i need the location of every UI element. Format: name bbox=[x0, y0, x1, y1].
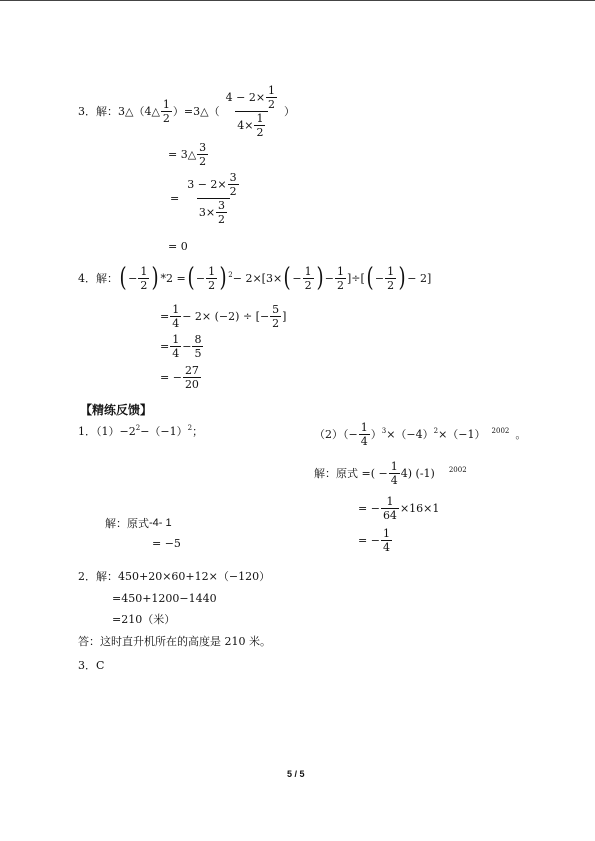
right-paren: ) bbox=[316, 263, 324, 293]
den-text: 3× bbox=[198, 206, 216, 219]
minus-sign: − bbox=[292, 271, 302, 285]
q1-right-sol-line1 bbox=[314, 461, 467, 486]
denominator: 4 bbox=[382, 541, 390, 554]
p4-label: 4．解： bbox=[78, 271, 118, 285]
q1-left-mid: −（−1） bbox=[140, 425, 188, 438]
sol-paren: ( − bbox=[370, 467, 388, 480]
sol-label: 解：原式 = bbox=[314, 467, 371, 480]
q1-left-text: 1．（1）−2 bbox=[78, 425, 136, 438]
exponent: 2002 bbox=[448, 466, 467, 474]
minus-sign: − bbox=[128, 271, 138, 285]
section-title: 【精练反馈】 bbox=[80, 403, 153, 417]
den-text: 4× bbox=[237, 119, 254, 132]
inner-fraction bbox=[254, 113, 265, 138]
denominator: 4 bbox=[360, 435, 368, 448]
eq: = bbox=[160, 340, 170, 353]
exponent: 2 bbox=[135, 424, 141, 432]
q2-line3: =210（米） bbox=[112, 613, 176, 626]
denominator bbox=[197, 198, 230, 225]
p4-line3 bbox=[160, 334, 204, 359]
half-fraction bbox=[206, 266, 217, 291]
exponent: 2 bbox=[187, 424, 193, 432]
fraction bbox=[170, 304, 181, 329]
half-fraction bbox=[385, 266, 396, 291]
numerator: 1 bbox=[256, 112, 264, 125]
numerator bbox=[185, 172, 241, 198]
p3-close-eq: ）=3△（ bbox=[172, 105, 220, 118]
p4-l1-e: − 2] bbox=[407, 271, 432, 285]
inner-fraction bbox=[228, 172, 239, 197]
p3-s3-eq: = bbox=[170, 192, 180, 205]
sol-rest: 4) (-1) bbox=[400, 467, 435, 480]
numerator: 1 bbox=[387, 264, 395, 278]
numerator: 1 bbox=[360, 421, 368, 434]
denominator: 2 bbox=[256, 126, 264, 139]
num-text: 4 − 2× bbox=[225, 91, 266, 104]
left-paren: ( bbox=[119, 263, 127, 293]
denominator: 2 bbox=[387, 278, 395, 292]
numerator: 1 bbox=[140, 264, 148, 278]
denominator: 4 bbox=[390, 474, 398, 487]
p3-line1 bbox=[78, 85, 295, 138]
numerator: 1 bbox=[208, 264, 216, 278]
denominator: 20 bbox=[184, 378, 199, 391]
minus-sign: − bbox=[195, 271, 206, 285]
eq-minus: = − bbox=[160, 371, 182, 384]
sol-r2-b: ×16×1 bbox=[399, 502, 440, 515]
q1-left-sol-line1 bbox=[105, 518, 172, 529]
denominator: 2 bbox=[218, 213, 226, 226]
left-paren: ( bbox=[283, 263, 291, 293]
denominator bbox=[235, 111, 268, 138]
eq-minus: = − bbox=[358, 502, 380, 515]
numerator: 1 bbox=[162, 98, 170, 111]
numerator: 1 bbox=[304, 264, 312, 278]
numerator: 1 bbox=[382, 527, 390, 540]
numerator: 1 bbox=[336, 264, 344, 278]
q1-right-sol-line3 bbox=[358, 528, 393, 553]
fraction bbox=[170, 334, 181, 359]
p4-l1-d: ]÷[ bbox=[346, 271, 365, 285]
right-paren: ) bbox=[398, 263, 406, 293]
page-number: 5 / 5 bbox=[287, 769, 305, 779]
p3-label: 3．解：3△（4△ bbox=[78, 105, 160, 118]
p3-line4: = 0 bbox=[168, 240, 188, 253]
q2-answer: 答：这时直升机所在的高度是 210 米。 bbox=[78, 635, 271, 648]
q3-answer: 3．C bbox=[78, 659, 105, 672]
inner-fraction bbox=[216, 200, 227, 225]
inner-fraction bbox=[266, 85, 277, 110]
numerator bbox=[224, 85, 280, 111]
q1-left bbox=[78, 426, 203, 437]
q1-left-sol-line2: = −5 bbox=[152, 537, 181, 550]
q2-line2: =450+1200−1440 bbox=[112, 592, 217, 605]
num-text: 3 − 2× bbox=[187, 178, 227, 191]
star-op: *2 = bbox=[160, 271, 186, 285]
p3-close: ） bbox=[284, 105, 296, 118]
q1-right-c: ×（−4） bbox=[386, 428, 434, 441]
minus-sign: − bbox=[374, 271, 385, 285]
p3-complex-fraction bbox=[224, 85, 280, 138]
eq: = bbox=[160, 310, 170, 323]
eq-minus: = − bbox=[358, 534, 380, 547]
numerator: 27 bbox=[184, 364, 199, 377]
p3-half-fraction bbox=[161, 99, 172, 124]
right-paren: ) bbox=[151, 263, 160, 293]
numerator: 1 bbox=[172, 333, 180, 346]
q1-right-a: （2）（− bbox=[314, 428, 358, 441]
right-paren: ) bbox=[219, 263, 227, 293]
sol-label: 解：原式 bbox=[105, 517, 149, 530]
q1-left-end: ； bbox=[192, 425, 204, 438]
page-top-border bbox=[0, 0, 595, 1]
p3-line2 bbox=[168, 142, 209, 167]
q1-right-b: ） bbox=[370, 428, 382, 441]
denominator: 5 bbox=[194, 347, 202, 360]
q1-right-sol-line2 bbox=[358, 496, 439, 521]
exponent: 3 bbox=[381, 427, 387, 435]
numerator: 5 bbox=[272, 303, 280, 316]
p4-l1-b: − 2×[3× bbox=[232, 271, 283, 285]
left-paren: ( bbox=[366, 263, 374, 293]
numerator: 1 bbox=[172, 303, 180, 316]
p3-s2-pre: = 3△ bbox=[168, 148, 197, 161]
p3-s3-complex-fraction bbox=[185, 172, 241, 225]
p4-l1-c: − bbox=[324, 271, 334, 285]
left-paren: ( bbox=[187, 263, 195, 293]
half-fraction bbox=[303, 266, 314, 291]
p4-line2 bbox=[160, 304, 286, 329]
q2-line1: 2．解：450+20×60+12×（−120） bbox=[78, 570, 271, 583]
exponent: 2002 bbox=[491, 427, 510, 435]
p4-l2-b: − 2× (−2) ÷ [− bbox=[182, 310, 270, 323]
square-exponent: 2 bbox=[228, 270, 233, 279]
denominator: 2 bbox=[272, 317, 280, 330]
q1-right bbox=[314, 422, 526, 447]
half-fraction bbox=[138, 266, 149, 291]
numerator: 3 bbox=[199, 141, 207, 154]
fraction bbox=[381, 528, 392, 553]
q1-right-d: ×（−1） bbox=[438, 428, 486, 441]
q1-right-e: 。 bbox=[515, 428, 527, 441]
denominator: 64 bbox=[382, 509, 397, 522]
denominator: 4 bbox=[172, 317, 180, 330]
denominator: 2 bbox=[208, 278, 216, 292]
fraction bbox=[381, 496, 399, 521]
p3-s2-fraction bbox=[197, 142, 208, 167]
p4-line1 bbox=[78, 265, 431, 291]
sol-garbled: -4- 1 bbox=[149, 517, 172, 529]
numerator: 3 bbox=[218, 199, 226, 212]
denominator: 2 bbox=[304, 278, 312, 292]
minus: − bbox=[182, 340, 192, 353]
numerator: 1 bbox=[390, 460, 398, 473]
numerator: 1 bbox=[386, 495, 394, 508]
fraction bbox=[270, 304, 281, 329]
denominator: 2 bbox=[268, 98, 276, 111]
p3-line3 bbox=[170, 172, 243, 225]
denominator: 2 bbox=[140, 278, 148, 292]
fraction bbox=[389, 461, 400, 486]
p4-l2-c: ] bbox=[282, 310, 287, 323]
denominator: 2 bbox=[199, 155, 207, 168]
denominator: 2 bbox=[229, 185, 237, 198]
fraction bbox=[359, 422, 370, 447]
numerator: 3 bbox=[229, 171, 237, 184]
denominator: 2 bbox=[336, 278, 344, 292]
denominator: 2 bbox=[162, 112, 170, 125]
half-fraction bbox=[335, 266, 346, 291]
p4-line4 bbox=[160, 365, 202, 390]
denominator: 4 bbox=[172, 347, 180, 360]
fraction bbox=[192, 334, 203, 359]
numerator: 8 bbox=[194, 333, 202, 346]
fraction bbox=[183, 365, 201, 390]
exponent: 2 bbox=[433, 427, 439, 435]
numerator: 1 bbox=[268, 84, 276, 97]
